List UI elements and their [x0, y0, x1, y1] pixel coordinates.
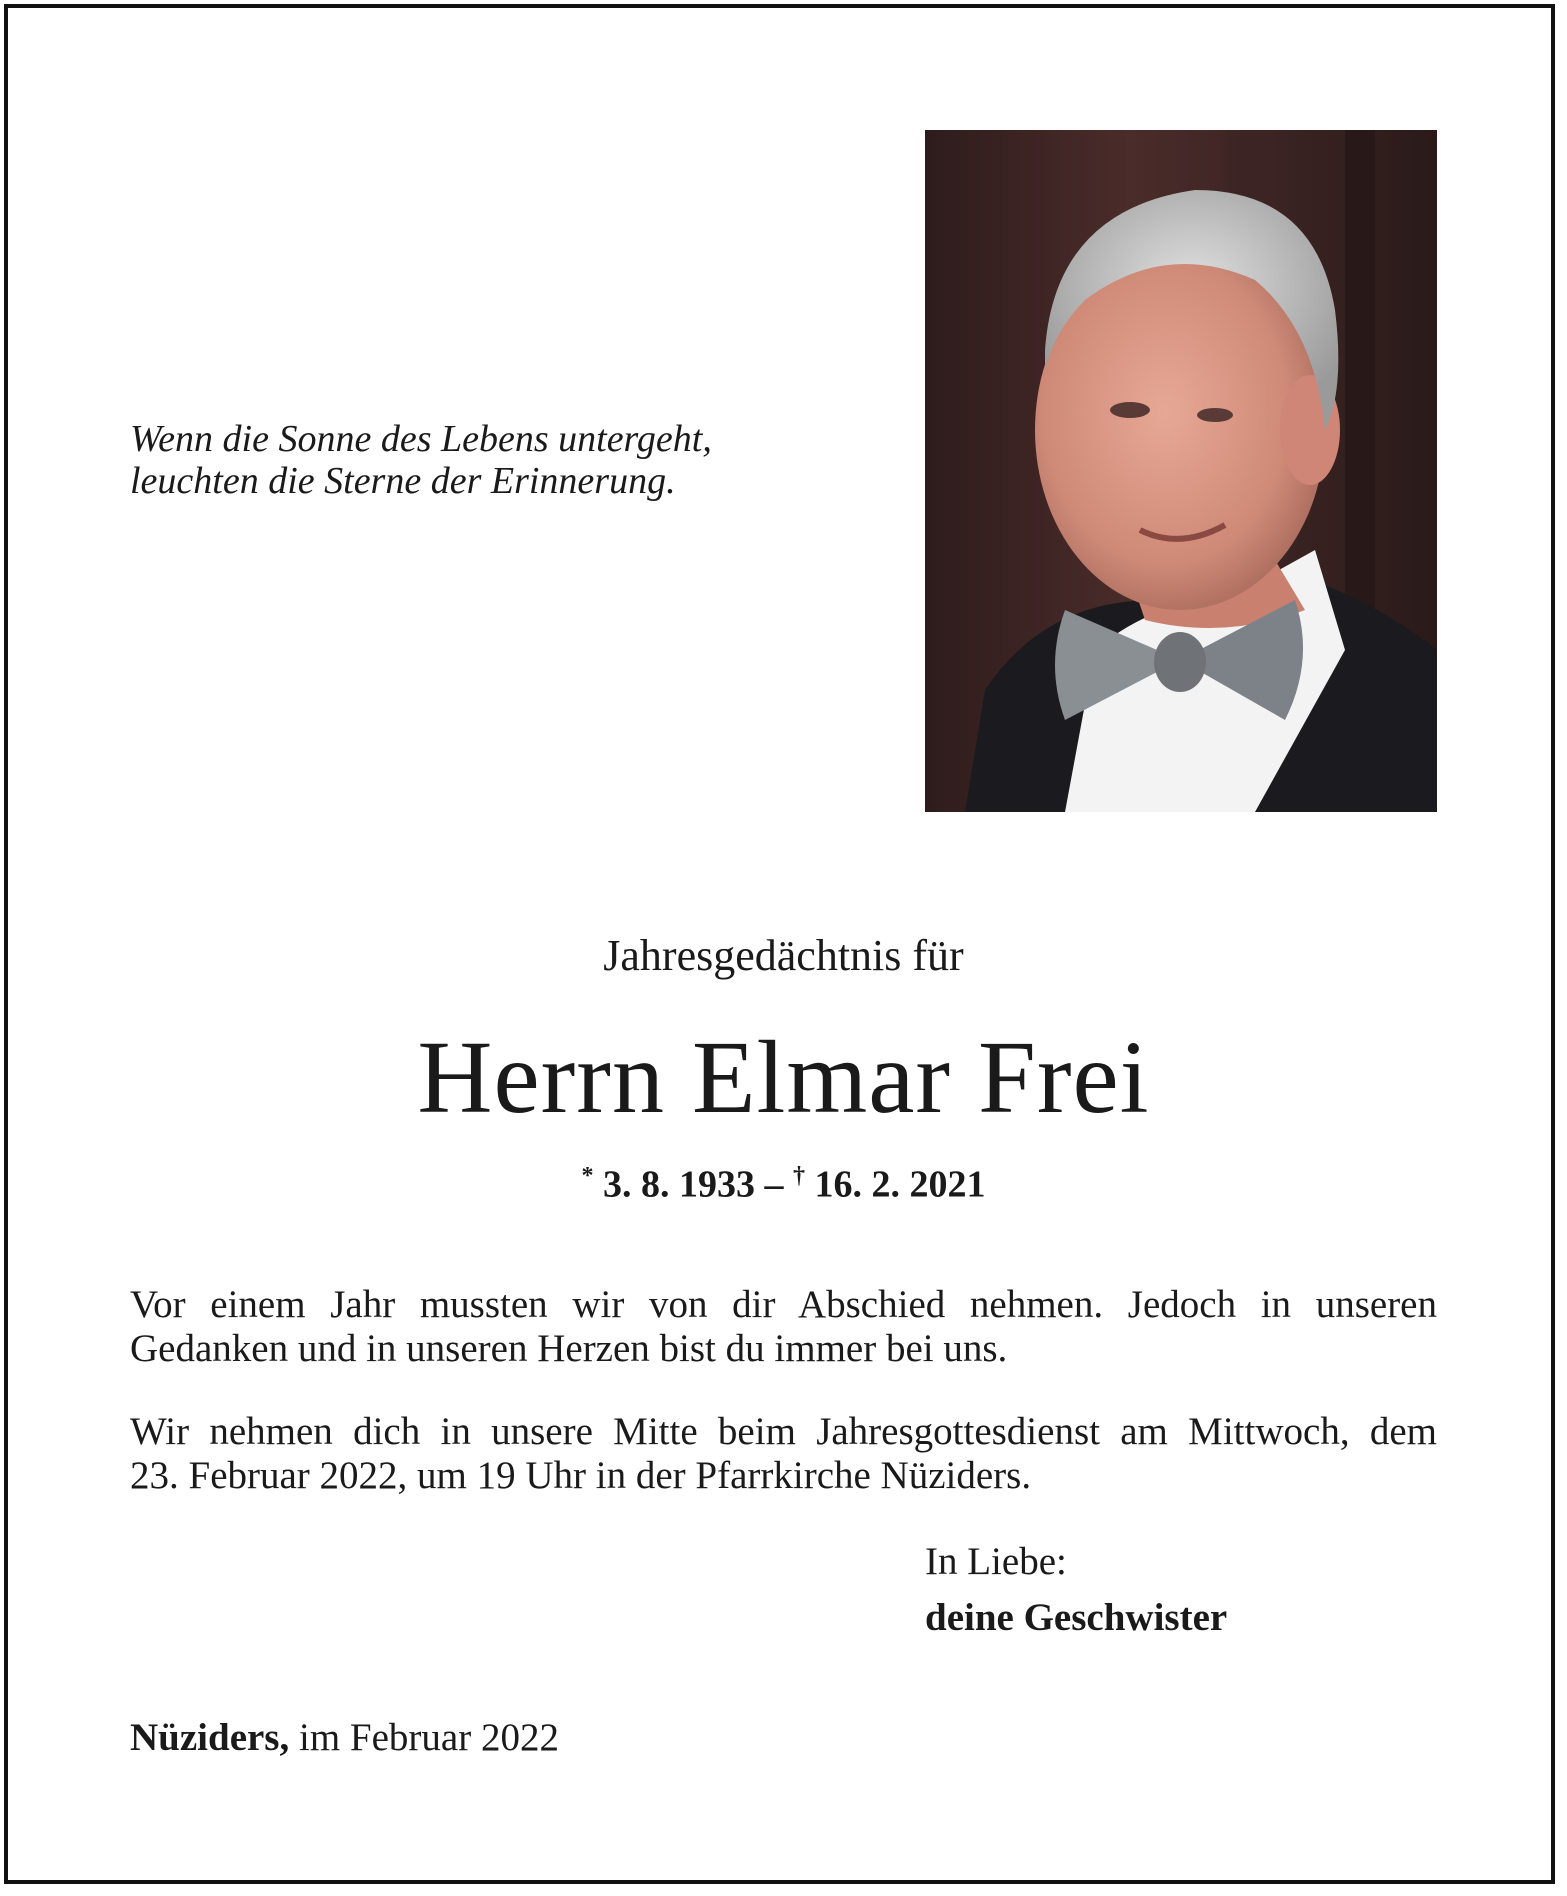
paragraph-2-line-1: Wir nehmen dich in unsere Mitte beim Jahresgottesdienst am Mittwoch, dem: [130, 1410, 1437, 1453]
message-paragraph-2: [130, 1410, 1437, 1498]
signature-block: [925, 1534, 1227, 1646]
signature-name: deine Geschwister: [925, 1596, 1228, 1639]
paragraph-1-line-2: Gedanken und in unseren Herzen bist du immer bei uns.: [130, 1327, 1008, 1370]
signature-greeting: In Liebe:: [925, 1540, 1067, 1583]
birth-symbol: *: [581, 1163, 594, 1189]
death-date: 16. 2. 2021: [805, 1163, 986, 1206]
paragraph-2-line-2: 23. Februar 2022, um 19 Uhr in der Pfarrkirche Nüziders.: [130, 1454, 1032, 1497]
portrait-photo: [925, 130, 1437, 812]
place-and-date: [130, 1714, 559, 1762]
life-dates: [0, 1152, 1567, 1209]
birth-date: 3. 8. 1933 –: [593, 1163, 793, 1206]
quote-line-2: leuchten die Sterne der Erinnerung.: [130, 460, 676, 502]
message-paragraph-1: [130, 1283, 1437, 1371]
death-symbol: †: [793, 1163, 805, 1189]
place-name: Nüziders,: [130, 1716, 290, 1759]
quote-line-1: Wenn die Sonne des Lebens untergeht,: [130, 418, 712, 460]
memorial-intro: Jahresgedächtnis für: [603, 931, 964, 980]
paragraph-1-line-1: Vor einem Jahr mussten wir von dir Abschied nehmen. Jedoch in unseren: [130, 1283, 1437, 1326]
deceased-name: Herrn Elmar Frei: [417, 1020, 1150, 1135]
memorial-quote: [130, 418, 770, 502]
notice-date: im Februar 2022: [289, 1716, 559, 1759]
portrait-photo-icon: [925, 130, 1437, 812]
